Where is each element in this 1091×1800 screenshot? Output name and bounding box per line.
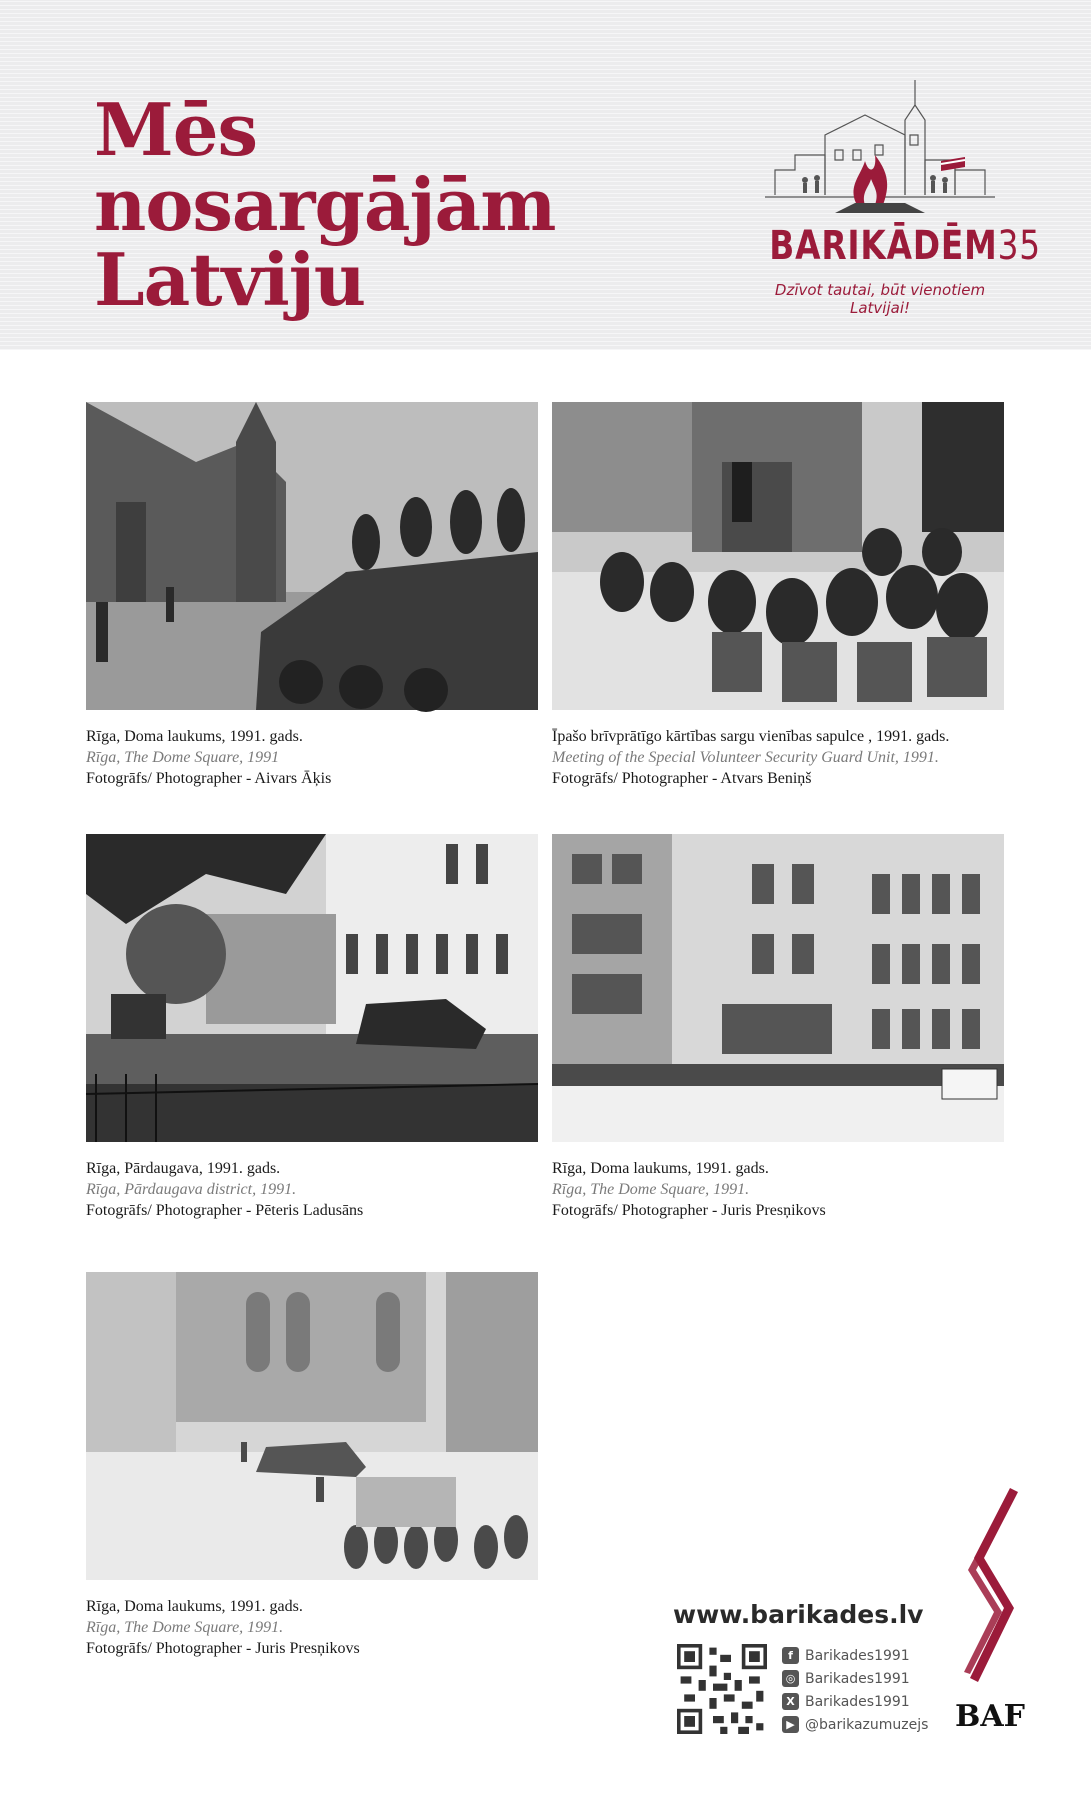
photo-credit: Fotogrāfs/ Photographer - Juris Presņikovs — [86, 1640, 360, 1657]
caption-lv: Īpašo brīvprātīgo kārtības sargu vienības sapulce , 1991. gads. — [552, 728, 950, 745]
qr-code-icon[interactable] — [677, 1644, 767, 1734]
logo-slogan: Dzīvot tautai, būt vienotiem Latvijai! — [774, 281, 986, 317]
social-handle: Barikades1991 — [805, 1647, 910, 1664]
instagram-icon: ◎ — [782, 1670, 799, 1687]
baf-logo — [955, 1488, 1025, 1738]
social-handle: @barikazumuzejs — [805, 1716, 929, 1733]
photo-caption-5 — [86, 1596, 546, 1659]
header-banner — [0, 0, 1091, 350]
x-icon: X — [782, 1693, 799, 1710]
social-youtube[interactable] — [782, 1713, 952, 1736]
photo-credit: Fotogrāfs/ Photographer - Juris Presņikovs — [552, 1202, 826, 1219]
baf-lettering: BAF — [955, 1699, 1025, 1734]
page-title — [94, 87, 654, 322]
photo-dome-square-crowd — [552, 834, 1004, 1142]
photo-dome-square-tanks — [86, 402, 538, 710]
photo-pardaugava-street — [86, 834, 538, 1142]
photo-credit: Fotogrāfs/ Photographer - Pēteris Ladusāns — [86, 1202, 364, 1219]
caption-lv: Rīga, Pārdaugava, 1991. gads. — [86, 1160, 281, 1177]
photo-caption-3 — [86, 1158, 546, 1221]
social-handle: Barikades1991 — [805, 1670, 910, 1687]
social-facebook[interactable] — [782, 1644, 952, 1667]
facebook-icon: f — [782, 1647, 799, 1664]
photo-dome-square-overview — [86, 1272, 538, 1580]
photo-guard-unit-meeting — [552, 402, 1004, 710]
logo-wordmark — [769, 223, 1041, 269]
title-line-3: Latviju — [94, 237, 366, 322]
photo-caption-2 — [552, 726, 1012, 789]
caption-en: Rīga, The Dome Square, 1991 — [86, 749, 280, 766]
caption-en: Rīga, The Dome Square, 1991. — [552, 1181, 750, 1198]
social-links — [782, 1644, 952, 1736]
barikadem-35-logo — [745, 75, 1041, 317]
photo-credit: Fotogrāfs/ Photographer - Aivars Āķis — [86, 770, 332, 787]
social-x[interactable] — [782, 1690, 952, 1713]
caption-en: Meeting of the Special Volunteer Security Guard Unit, 1991. — [552, 749, 939, 766]
youtube-icon: ▶ — [782, 1716, 799, 1733]
title-line-1: Mēs — [94, 87, 258, 172]
logo-number: 35 — [997, 223, 1041, 269]
caption-lv: Rīga, Doma laukums, 1991. gads. — [86, 728, 303, 745]
caption-en: Rīga, The Dome Square, 1991. — [86, 1619, 284, 1636]
social-handle: Barikades1991 — [805, 1693, 910, 1710]
caption-lv: Rīga, Doma laukums, 1991. gads. — [86, 1598, 303, 1615]
photo-credit: Fotogrāfs/ Photographer - Atvars Beniņš — [552, 770, 812, 787]
social-instagram[interactable] — [782, 1667, 952, 1690]
photo-caption-1 — [86, 726, 546, 789]
caption-lv: Rīga, Doma laukums, 1991. gads. — [552, 1160, 769, 1177]
logo-word: BARIKĀDĒM — [769, 223, 998, 269]
title-line-2: nosargājām — [94, 162, 556, 247]
photo-caption-4 — [552, 1158, 1012, 1221]
barricade-cityscape-icon — [765, 75, 995, 220]
website-link[interactable]: www.barikades.lv — [673, 1600, 924, 1629]
caption-en: Rīga, Pārdaugava district, 1991. — [86, 1181, 297, 1198]
